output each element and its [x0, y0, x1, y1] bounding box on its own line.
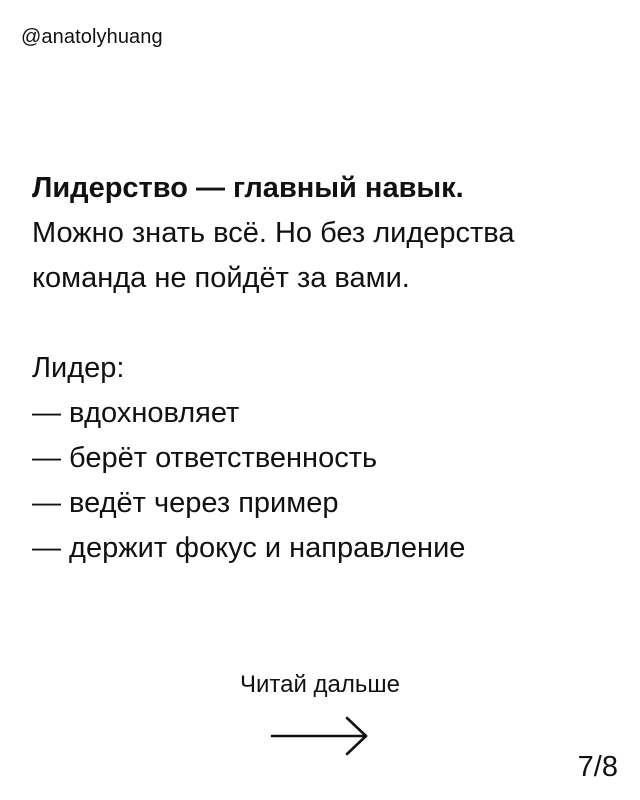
paragraph-gap: [32, 301, 622, 346]
page-counter: 7/8: [577, 751, 618, 783]
intro-line: Можно знать всё. Но без лидерства: [32, 217, 515, 249]
slide-content: [32, 166, 622, 571]
read-more-label[interactable]: Читай дальше: [239, 671, 400, 698]
intro-line: команда не пойдёт за вами.: [32, 262, 410, 294]
list-item: — держит фокус и направление: [32, 532, 466, 564]
list-item: — ведёт через пример: [32, 487, 339, 519]
author-handle: @anatolyhuang: [21, 26, 163, 48]
list-item: — берёт ответственность: [32, 442, 378, 474]
arrow-right-icon[interactable]: [270, 714, 370, 758]
list-heading: Лидер:: [32, 352, 125, 384]
list-item: — вдохновляет: [32, 397, 240, 429]
slide-title: Лидерство — главный навык.: [32, 172, 464, 204]
